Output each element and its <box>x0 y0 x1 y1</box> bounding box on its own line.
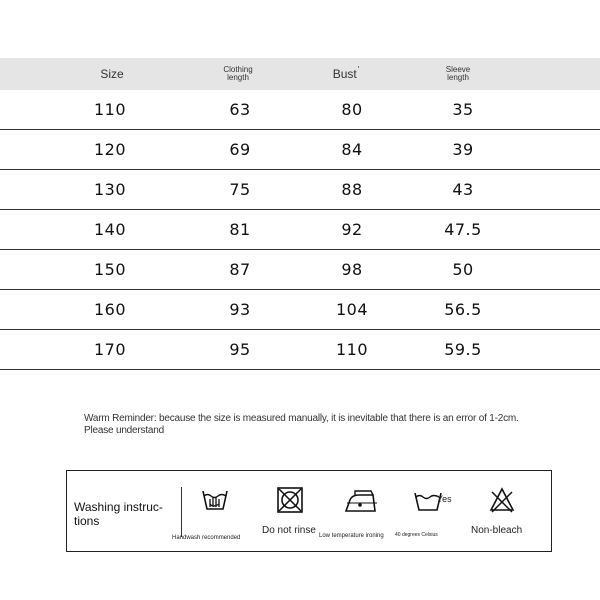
table-row <box>0 290 600 330</box>
low-temperature-iron-icon <box>343 489 381 515</box>
header-clothing-length <box>208 58 268 90</box>
hand-wash-icon <box>201 487 229 513</box>
header-bust-mark: ′ <box>357 64 360 74</box>
table-row <box>0 90 600 130</box>
cell-sleeve-length: 43 <box>452 180 474 199</box>
header-sleeve-length-line1: Sleeve <box>445 65 471 74</box>
low-temperature-ironing-label: Low temperature ironing <box>319 533 384 539</box>
header-sleeve-length <box>430 58 486 90</box>
table-row <box>0 170 600 210</box>
cell-size: 110 <box>93 100 127 119</box>
cell-size: 140 <box>93 220 127 239</box>
cell-sleeve-length: 35 <box>452 100 474 119</box>
warm-reminder <box>84 413 544 437</box>
cell-bust: 104 <box>335 300 369 319</box>
cell-sleeve-length: 47.5 <box>444 220 482 239</box>
wash-40-degrees-label: 40 degrees Celsius <box>395 532 438 538</box>
cell-clothing-length: 95 <box>229 340 251 359</box>
cell-size: 130 <box>93 180 127 199</box>
washing-title-line1: Washing instruc- <box>74 500 163 514</box>
cell-bust: 84 <box>341 140 363 159</box>
do-not-bleach-icon <box>489 487 515 513</box>
cell-sleeve-length: 56.5 <box>444 300 482 319</box>
header-clothing-length-line2: length <box>227 73 249 82</box>
cell-clothing-length: 75 <box>229 180 251 199</box>
cell-clothing-length: 69 <box>229 140 251 159</box>
cell-sleeve-length: 39 <box>452 140 474 159</box>
cell-clothing-length: 87 <box>229 260 251 279</box>
cell-bust: 98 <box>341 260 363 279</box>
table-row <box>0 330 600 370</box>
cell-clothing-length: 93 <box>229 300 251 319</box>
washing-divider <box>181 487 182 537</box>
size-chart-table <box>0 58 600 370</box>
header-bust-label: Bust <box>332 67 357 81</box>
table-row <box>0 250 600 290</box>
hand-wash-label: Handwash recommended <box>172 535 241 541</box>
do-not-tumble-dry-icon <box>276 487 304 513</box>
cell-size: 150 <box>93 260 127 279</box>
table-row <box>0 210 600 250</box>
cell-sleeve-length: 50 <box>452 260 474 279</box>
washing-instructions-title <box>74 500 163 528</box>
cell-bust: 110 <box>335 340 369 359</box>
cell-size: 160 <box>93 300 127 319</box>
cell-sleeve-length: 59.5 <box>444 340 482 359</box>
cell-bust: 88 <box>341 180 363 199</box>
do-not-rinse-label: Do not rinse <box>262 525 316 536</box>
cell-bust: 92 <box>341 220 363 239</box>
cell-clothing-length: 81 <box>229 220 251 239</box>
size-chart-header-row <box>0 58 600 90</box>
table-row <box>0 130 600 170</box>
cell-clothing-length: 63 <box>229 100 251 119</box>
header-sleeve-length-line2: length <box>447 73 469 82</box>
wash-40-yes-badge: Yes <box>437 494 452 504</box>
washing-instructions-panel <box>66 470 552 552</box>
header-size: Size <box>100 67 124 81</box>
header-clothing-length-line1: Clothing <box>223 65 253 74</box>
cell-size: 170 <box>93 340 127 359</box>
cell-bust: 80 <box>341 100 363 119</box>
warm-reminder-line1: Warm Reminder: because the size is measured manually, it is inevitable that there is an error of 1-2cm. <box>84 413 519 424</box>
cell-size: 120 <box>93 140 127 159</box>
non-bleach-label: Non-bleach <box>471 525 523 536</box>
header-bust <box>318 58 374 90</box>
warm-reminder-line2: Please understand <box>84 425 164 436</box>
washing-title-line2: tions <box>74 514 100 528</box>
